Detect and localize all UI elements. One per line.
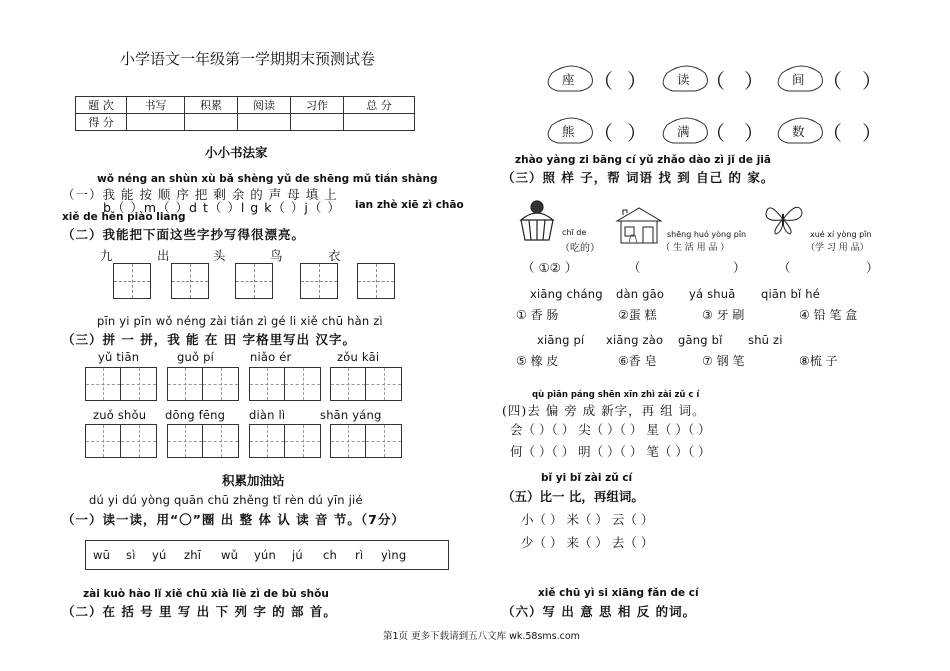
house1-answer[interactable]: （ ①② ） xyxy=(522,260,578,275)
word-item: ④ 铅 笔 盒 xyxy=(799,308,858,322)
q2-pinyin-tail: ian zhè xiē zì chāo xyxy=(355,199,464,211)
writing-grid-pair[interactable] xyxy=(330,424,402,458)
writing-grid-pair[interactable] xyxy=(330,367,402,401)
score-input-cell[interactable] xyxy=(291,114,344,131)
syllable[interactable]: sì xyxy=(126,548,136,562)
cake-icon xyxy=(517,198,559,244)
syllable[interactable]: wū xyxy=(93,548,111,562)
score-header-cell: 书写 xyxy=(127,97,185,114)
house1-label: （吃的） xyxy=(560,243,600,254)
r-q5-pinyin: bǐ yi bǐ zài zǔ cí xyxy=(541,472,633,484)
house-icon xyxy=(613,205,665,245)
r-q4-pinyin: qù piān páng shēn xīn zhì zài zǔ c í xyxy=(532,390,700,400)
writing-grid[interactable] xyxy=(113,263,151,299)
acc-q2-pinyin: zài kuò hào lǐ xiě chū xià liè zì de bù shǒu xyxy=(83,588,329,600)
page-footer: 第1页 更多下载请到五八文库 wk.58sms.com xyxy=(383,631,580,642)
answer-paren-close: ） xyxy=(862,69,882,93)
copy-char: 鸟 xyxy=(270,248,283,263)
butterfly-icon xyxy=(762,200,804,236)
page-title: 小学语文一年级第一学期期末预测试卷 xyxy=(120,50,376,68)
score-header-cell: 总 分 xyxy=(344,97,415,114)
score-header-cell: 阅读 xyxy=(238,97,291,114)
writing-grid[interactable] xyxy=(171,263,209,299)
peach-char: 满 xyxy=(677,124,690,139)
word-pinyin: xiāng zào xyxy=(606,333,664,347)
house3-pinyin: xué xí yòng pǐn xyxy=(810,230,872,239)
writing-grid-pair[interactable] xyxy=(167,424,239,458)
syllable[interactable]: ch xyxy=(323,548,338,562)
syllable[interactable]: yú xyxy=(152,548,167,562)
word-pinyin: qiān bǐ hé xyxy=(761,287,821,301)
q3-word-pinyin: shān yáng xyxy=(320,408,382,422)
answer-paren-close: ） xyxy=(744,121,764,145)
word-item: ① 香 肠 xyxy=(516,308,559,322)
writing-grid-pair[interactable] xyxy=(249,367,321,401)
word-item: ③ 牙 刷 xyxy=(702,308,745,322)
peach-char: 数 xyxy=(792,124,805,139)
writing-grid[interactable] xyxy=(300,263,338,299)
writing-grid-pair[interactable] xyxy=(85,367,157,401)
answer-paren-open: （ xyxy=(822,121,842,145)
word-pinyin: xiāng pí xyxy=(537,333,585,347)
answer-paren-close: ） xyxy=(744,69,764,93)
answer-paren-open: （ xyxy=(822,69,842,93)
copy-char: 衣 xyxy=(328,248,341,263)
answer-paren-close: ） xyxy=(627,121,647,145)
score-table xyxy=(75,96,415,131)
word-pinyin: gāng bǐ xyxy=(678,333,723,347)
q1-label: （一）我 能 按 顺 序 把 剩 余 的 声 母 填 上 xyxy=(62,187,338,202)
r-q6-pinyin: xiě chū yì si xiāng fǎn de cí xyxy=(538,587,699,599)
score-header-cell: 积累 xyxy=(185,97,238,114)
word-item: ⑧梳 子 xyxy=(799,354,838,368)
score-row-label: 得 分 xyxy=(76,114,127,131)
copy-char: 出 xyxy=(157,248,170,263)
answer-paren-open: （ xyxy=(593,69,613,93)
q3-word-pinyin: zǒu kāi xyxy=(337,350,380,364)
q1-pinyin: wǒ néng an shùn xù bǎ shèng yǔ de shēng mǔ tián shàng xyxy=(97,173,438,185)
peach-char: 间 xyxy=(792,72,805,87)
house2-pinyin: shēng huó yòng pǐn xyxy=(667,230,747,239)
syllable[interactable]: yún xyxy=(254,548,276,562)
syllable[interactable]: zhī xyxy=(184,548,202,562)
r-q5-row[interactable]: 少（ ） 来（ ） 去（ ） xyxy=(521,535,654,550)
answer-paren-open: （ xyxy=(705,69,725,93)
answer-paren-open: （ xyxy=(705,121,725,145)
writing-grid-pair[interactable] xyxy=(167,367,239,401)
house2-answer-open[interactable]: （ xyxy=(628,260,641,275)
word-item: ⑤ 橡 皮 xyxy=(516,354,559,368)
writing-grid-pair[interactable] xyxy=(85,424,157,458)
writing-grid-pair[interactable] xyxy=(249,424,321,458)
peach-char: 熊 xyxy=(562,124,575,139)
score-header-cell: 题 次 xyxy=(76,97,127,114)
copy-char: 头 xyxy=(213,248,226,263)
house2-answer-close[interactable]: ） xyxy=(733,260,746,275)
r-q6-label: （六）写 出 意 思 相 反 的词。 xyxy=(502,604,697,619)
house3-label: （学 习 用 品） xyxy=(806,243,869,253)
copy-char: 九 xyxy=(100,248,113,263)
syllable[interactable]: jú xyxy=(292,548,303,562)
q3-word-pinyin: diàn lì xyxy=(249,408,286,422)
syllable[interactable]: rì xyxy=(355,548,364,562)
r-q5-label: （五）比一 比，再组词。 xyxy=(502,489,644,504)
word-item: ⑥香 皂 xyxy=(618,354,657,368)
r-q3-pinyin: zhào yàng zi bāng cí yǔ zhǎo dào zì jǐ de jiā xyxy=(515,154,771,166)
house1-pinyin: chī de xyxy=(562,228,587,237)
q1-letters[interactable]: b（ ）m（ ）d t（ ）l g k（ ）j（ ） xyxy=(103,200,341,215)
acc-q1-label: （一）读一读，用“〇”圈 出 整 体 认 读 音 节。（7分） xyxy=(62,512,405,527)
acc-q1-pinyin: dú yi dú yòng quān chū zhěng tǐ rèn dú yīn jié xyxy=(89,493,363,507)
score-input-cell[interactable] xyxy=(185,114,238,131)
syllable[interactable]: wǔ xyxy=(221,548,239,562)
acc-q2-label: （二）在 括 号 里 写 出 下 列 字 的 部 首。 xyxy=(62,604,337,619)
peach-char: 座 xyxy=(562,72,575,87)
house3-answer-close[interactable]: ） xyxy=(866,260,879,275)
score-input-cell[interactable] xyxy=(344,114,415,131)
q3-pinyin: pīn yi pīn wǒ néng zài tián zì gé li xiě chū hàn zì xyxy=(97,314,383,328)
answer-paren-close: ） xyxy=(862,121,882,145)
q3-word-pinyin: zuǒ shǒu xyxy=(93,408,147,422)
writing-grid[interactable] xyxy=(235,263,273,299)
house2-label: （ 生 活 用 品 ） xyxy=(661,243,730,253)
score-input-cell[interactable] xyxy=(127,114,185,131)
answer-paren-close: ） xyxy=(627,69,647,93)
word-pinyin: shū zi xyxy=(748,333,783,347)
word-item: ⑦ 钢 笔 xyxy=(702,354,745,368)
writing-grid[interactable] xyxy=(357,263,395,299)
q3-word-pinyin: guǒ pí xyxy=(177,350,214,364)
q2-pinyin-head: xiě de hěn piào liang xyxy=(62,211,186,223)
section-title-accumulation: 积累加油站 xyxy=(222,473,285,488)
score-header-cell: 习作 xyxy=(291,97,344,114)
word-pinyin: yá shuā xyxy=(689,287,736,301)
r-q4-row[interactable]: 何（ ）（ ） 明（ ）（ ） 笔（ ）（ ） xyxy=(510,444,711,459)
r-q4-row[interactable]: 会（ ）（ ） 尖（ ）（ ） 星（ ）（ ） xyxy=(510,422,711,437)
section-title-calligraphy: 小小书法家 xyxy=(205,145,268,160)
q3-word-pinyin: yǔ tiān xyxy=(98,350,140,364)
q2-label: （二）我能把下面这些字抄写得很漂亮。 xyxy=(62,227,306,242)
q3-label: （三）拼 一 拼，我 能 在 田 字格里写出 汉字。 xyxy=(62,332,356,347)
syllable[interactable]: yìng xyxy=(381,548,407,562)
word-pinyin: xiāng cháng xyxy=(530,287,603,301)
r-q4-label: (四)去 偏 旁 成 新字，再 组 词。 xyxy=(502,403,706,418)
r-q5-row[interactable]: 小（ ） 米（ ） 云（ ） xyxy=(521,512,654,527)
score-input-cell[interactable] xyxy=(238,114,291,131)
word-item: ②蛋 糕 xyxy=(618,308,657,322)
answer-paren-open: （ xyxy=(593,121,613,145)
house3-answer-open[interactable]: （ xyxy=(778,260,791,275)
r-q3-label: （三）照 样 子，帮 词语 找 到 自己 的 家。 xyxy=(502,170,775,185)
q3-word-pinyin: niǎo ér xyxy=(250,350,292,364)
word-pinyin: dàn gāo xyxy=(616,287,665,301)
peach-char: 读 xyxy=(677,72,690,87)
q3-word-pinyin: dōng fēng xyxy=(165,408,226,422)
